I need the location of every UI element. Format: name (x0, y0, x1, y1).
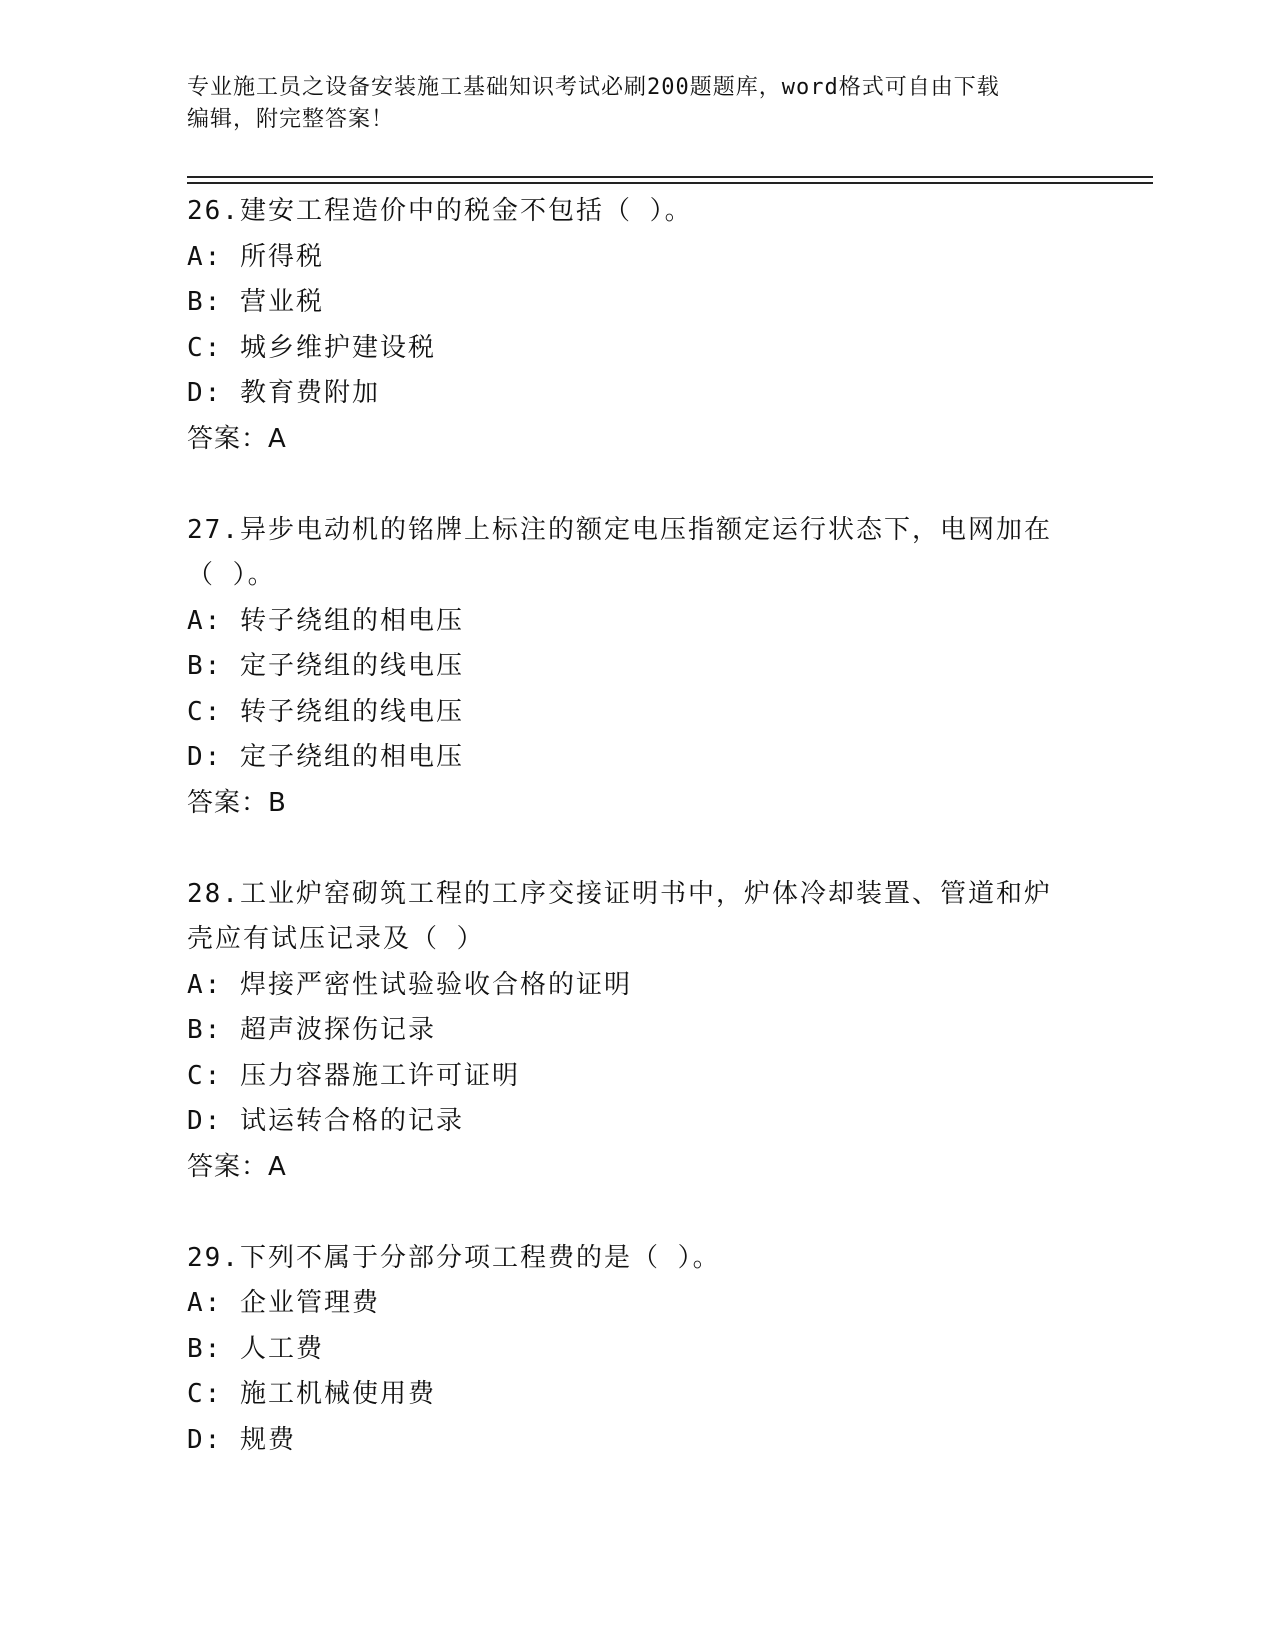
answer-label: 答案：B (187, 787, 287, 818)
option-a: A: 所得税 (187, 241, 324, 272)
question-stem-continued: 壳应有试压记录及（ ） (187, 924, 485, 954)
question-26 (187, 189, 1087, 462)
header-rule-bottom (187, 182, 1153, 184)
option-a: A: 企业管理费 (187, 1288, 380, 1318)
question-28 (187, 872, 1087, 1191)
option-c: C: 城乡维护建设税 (187, 332, 436, 363)
option-b: B: 定子绕组的线电压 (187, 651, 464, 681)
question-stem: 27.异步电动机的铭牌上标注的额定电压指额定运行状态下，电网加在 (187, 514, 1052, 545)
header-rule-top (187, 176, 1153, 178)
option-c: C: 施工机械使用费 (187, 1379, 436, 1409)
document-header (187, 72, 1067, 136)
question-stem-continued: （ ）。 (187, 560, 276, 590)
option-d: D: 规费 (187, 1424, 296, 1455)
question-stem: 26.建安工程造价中的税金不包括（ ）。 (187, 196, 693, 226)
option-b: B: 人工费 (187, 1333, 324, 1364)
option-c: C: 转子绕组的线电压 (187, 696, 464, 727)
option-d: D: 定子绕组的相电压 (187, 742, 464, 772)
question-27 (187, 508, 1087, 827)
question-spacer (187, 826, 1087, 872)
question-list (187, 189, 1087, 1463)
option-a: A: 转子绕组的相电压 (187, 605, 464, 636)
answer-label: 答案：A (187, 1151, 287, 1182)
option-b: B: 超声波探伤记录 (187, 1015, 436, 1045)
option-d: D: 教育费附加 (187, 378, 380, 408)
option-c: C: 压力容器施工许可证明 (187, 1060, 520, 1091)
question-stem: 28.工业炉窑砌筑工程的工序交接证明书中，炉体冷却装置、管道和炉 (187, 878, 1052, 909)
question-stem: 29.下列不属于分部分项工程费的是（ ）。 (187, 1242, 721, 1273)
question-spacer (187, 1190, 1087, 1236)
option-d: D: 试运转合格的记录 (187, 1106, 464, 1136)
answer-label: 答案：A (187, 423, 287, 454)
header-line-1: 专业施工员之设备安装施工基础知识考试必刷200题题库，word格式可自由下载 (187, 75, 1000, 100)
option-b: B: 营业税 (187, 287, 324, 317)
question-29 (187, 1236, 1087, 1464)
question-spacer (187, 462, 1087, 508)
header-line-2: 编辑，附完整答案！ (187, 107, 395, 132)
option-a: A: 焊接严密性试验验收合格的证明 (187, 969, 632, 1000)
